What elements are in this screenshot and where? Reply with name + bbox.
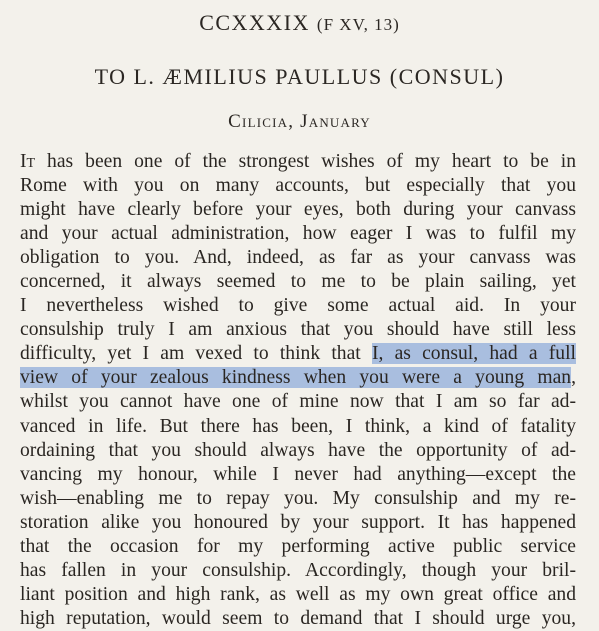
body-line: consulship truly I am anxious that you should have still less (20, 319, 576, 341)
body-line: has fallen in your consulship. Accordingly, though your bril- (20, 559, 576, 581)
body-line: ordaining that you should always have the opportunity of ad- (20, 439, 576, 461)
text-selection-highlight[interactable]: I, as consul, had a full (371, 343, 576, 365)
letter-reference: (F XV, 13) (316, 15, 400, 34)
body-line: concerned, it always seemed to me to be plain sailing, yet (20, 271, 576, 293)
body-line: storation alike you honoured by your support. It has happened (20, 511, 576, 533)
body-line: It has been one of the strongest wishes of my heart to be in (20, 151, 576, 172)
body-line: vancing my honour, while I never had anything—except the (20, 463, 576, 485)
letter-body (20, 150, 576, 631)
letter-place-date: Cilicia, January (228, 111, 371, 132)
lead-initial: It (20, 151, 36, 172)
body-line: liant position and high rank, as well as my own great office and (20, 583, 576, 605)
body-line: Rome with you on many accounts, but especially that you (20, 175, 576, 197)
body-line: that the occasion for my performing active public service (20, 535, 576, 557)
body-line: might have clearly before your eyes, both during your canvass (20, 199, 576, 221)
body-line: wish—enabling me to repay you. My consulship and my re- (20, 487, 576, 509)
letter-title: TO L. ÆMILIUS PAULLUS (CONSUL) (94, 64, 505, 89)
letter-number-heading (0, 10, 599, 36)
body-line: obligation to you. And, indeed, as far as your canvass was (20, 247, 576, 269)
body-line: vanced in life. But there has been, I think, a kind of fatality (20, 415, 576, 437)
body-line: I nevertheless wished to give some actual aid. In your (20, 295, 576, 317)
letter-roman-numeral: CCXXXIX (199, 10, 310, 35)
body-line: high reputation, would seem to demand that I should urge you, (20, 607, 576, 629)
body-line: view of your zealous kindness when you were a young man, (20, 367, 576, 389)
body-line: difficulty, yet I am vexed to think that I, as consul, had a full (20, 343, 576, 365)
body-line: and your actual administration, how eager I was to fulfil my (20, 223, 576, 245)
text-selection-highlight[interactable]: view of your zealous kindness when you were a young man (20, 367, 572, 389)
body-line: whilst you cannot have one of mine now that I am so far ad- (20, 391, 576, 413)
